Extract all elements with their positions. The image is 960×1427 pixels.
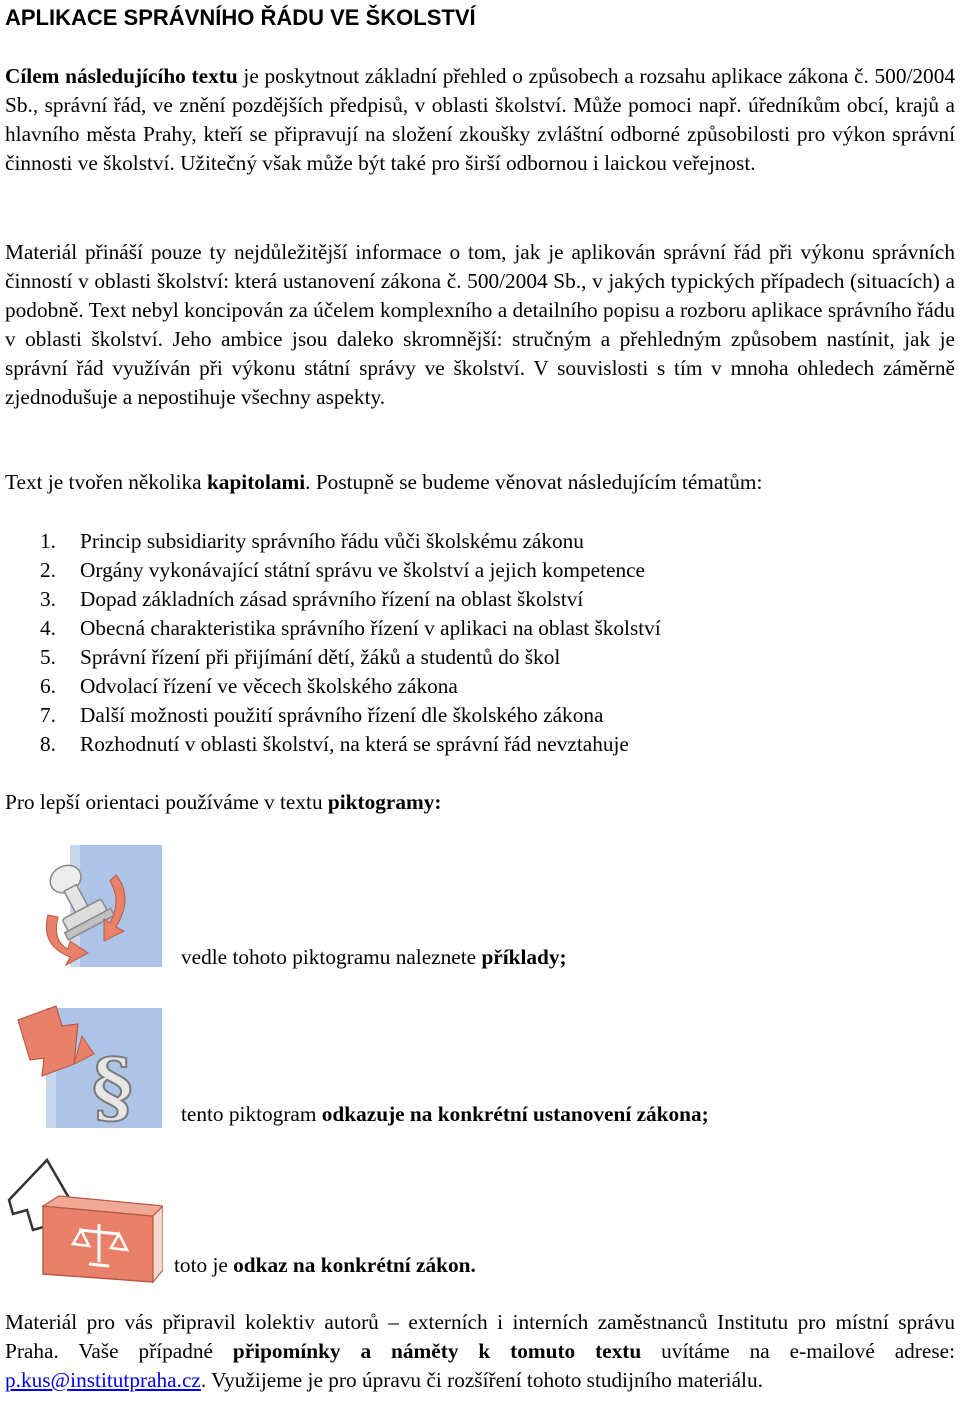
chapter-item <box>40 701 661 730</box>
material-paragraph: Materiál přináší pouze ty nejdůležitější informace o tom, jak je aplikován správní řád při výkonu správních činností v oblasti školství: která ustanovení zákona č. 500/2004 Sb., v jakých typických případech (situacích) a podobně. Text nebyl koncipován za účelem komplexního a detailního popisu a rozboru aplikace správního řádu v oblasti školství. Jeho ambice jsou daleko skromnější: stručným a přehledným způsobem nastínit, jak je správní řád využíván při výkonu státní správy ve školství. V souvislosti s tím v mnoha ohledech záměrně zjednodušuje a nepostihuje všechny aspekty. <box>5 240 955 409</box>
pictogram-caption <box>181 943 567 972</box>
chapter-number: 7. <box>40 703 56 727</box>
pictogram-caption <box>174 1251 476 1280</box>
chapter-item <box>40 585 661 614</box>
footer-paragraph <box>5 1308 955 1395</box>
pictogram-row-examples <box>0 845 960 975</box>
footer-text-2: uvítáme na e-mailové adrese: <box>641 1339 956 1363</box>
pictograms-intro <box>5 788 955 817</box>
chapter-title: Další možnosti použití správního řízení dle školského zákona <box>80 703 604 727</box>
chapter-title: Princip subsidiarity správního řádu vůči školskému zákonu <box>80 529 584 553</box>
chapter-title: Obecná charakteristika správního řízení v aplikaci na oblast školství <box>80 616 661 640</box>
caption-bold: odkaz na konkrétní zákon. <box>233 1253 476 1277</box>
chapters-intro-tail: . Postupně se budeme věnovat následujícím tématům: <box>305 470 763 494</box>
law-book-icon <box>3 1156 163 1284</box>
pictograms-intro-bold: piktogramy: <box>327 790 442 814</box>
pictogram-caption <box>181 1100 709 1129</box>
intro-paragraph <box>5 62 955 178</box>
footer-text: Materiál pro vás připravil kolektiv autorů – externích i interních zaměstnanců Institutu pro místní správu Praha. Vaše případné <box>5 1310 955 1363</box>
chapter-item <box>40 556 661 585</box>
pictogram-row-provisions <box>0 1002 960 1132</box>
chapter-item <box>40 527 661 556</box>
chapter-number: 2. <box>40 558 56 582</box>
chapter-title: Orgány vykonávající státní správu ve školství a jejich kompetence <box>80 558 646 582</box>
chapter-title: Správní řízení při přijímání dětí, žáků a studentů do škol <box>80 645 561 669</box>
chapter-number: 5. <box>40 645 56 669</box>
chapter-number: 1. <box>40 529 56 553</box>
intro-bold-lead: Cílem následujícího textu <box>5 64 238 88</box>
chapters-intro-text: Text je tvořen několika <box>5 470 207 494</box>
chapter-number: 4. <box>40 616 56 640</box>
caption-text: vedle tohoto piktogramu naleznete <box>181 945 482 969</box>
chapter-title: Rozhodnutí v oblasti školství, na která se správní řád nevztahuje <box>80 732 629 756</box>
chapter-item <box>40 730 661 759</box>
intro-text: je poskytnout základní přehled o způsobech a rozsahu aplikace zákona č. 500/2004 Sb., správní řád, ve znění pozdějších předpisů, v oblasti školství. Může pomoci např. úředníkům obcí, krajů a hlavního města Prahy, kteří se připravují na složení zkoušky zvláštní odborné způsobilosti pro výkon správní činnosti ve školství. Užitečný však může být také pro širší odbornou i laickou veřejnost. <box>5 64 955 175</box>
chapters-intro-bold: kapitolami <box>206 470 306 494</box>
svg-text:§: § <box>92 1042 133 1128</box>
chapter-number: 8. <box>40 732 56 756</box>
chapters-intro <box>5 468 955 497</box>
chapter-item <box>40 672 661 701</box>
pictograms-intro-text: Pro lepší orientaci používáme v textu <box>5 790 328 814</box>
chapter-number: 6. <box>40 674 56 698</box>
paragraph-arrow-icon <box>16 1002 162 1128</box>
chapter-item <box>40 614 661 643</box>
chapter-title: Dopad základních zásad správního řízení na oblast školství <box>80 587 584 611</box>
chapter-title: Odvolací řízení ve věcech školského zákona <box>80 674 458 698</box>
chapter-list <box>40 527 661 759</box>
chapter-number: 3. <box>40 587 56 611</box>
document-title: APLIKACE SPRÁVNÍHO ŘÁDU VE ŠKOLSTVÍ <box>5 5 476 30</box>
caption-text: toto je <box>174 1253 234 1277</box>
stamp-icon <box>30 845 162 967</box>
footer-bold: připomínky a náměty k tomuto textu <box>232 1339 642 1363</box>
caption-text: tento piktogram <box>181 1102 322 1126</box>
footer-text-3: . Využijeme je pro úpravu či rozšíření tohoto studijního materiálu. <box>200 1368 763 1392</box>
chapter-item <box>40 643 661 672</box>
email-link[interactable]: p.kus@institutpraha.cz <box>5 1368 201 1392</box>
caption-bold: příklady; <box>481 945 567 969</box>
caption-bold: odkazuje na konkrétní ustanovení zákona; <box>321 1102 709 1126</box>
pictogram-row-law <box>0 1156 960 1286</box>
